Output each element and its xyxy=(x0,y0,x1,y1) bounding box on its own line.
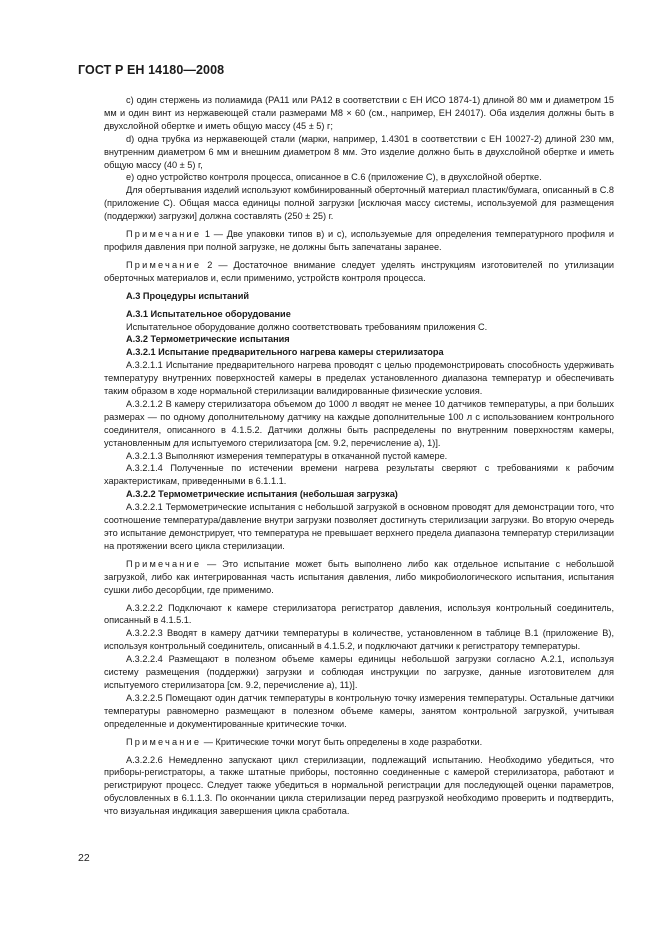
heading-a32: А.3.2 Термометрические испытания xyxy=(126,334,290,345)
paragraph-a3224: А.3.2.2.4 Размещают в полезном объеме камеры единицы небольшой загрузки согласно А.2.1, используя систему размещения (поддержки) загрузки и соблюдая инструкции по загрузке, данные изготовителем для испытуемого стерилизатора [см. 9.2, перечисление а), 11)]. xyxy=(104,654,614,690)
list-item-c: c) один стержень из полиамида (РА11 или РА12 в соответствии с ЕН ИСО 1874-1) длиной 80 мм и диаметром 15 мм и один винт из нержавеющей стали размерами М8 × 60 (см., например, ЕН 24017). Оба изделия должны быть в двухслойной обертке и иметь общую массу (45 ± 5) г; xyxy=(104,95,614,131)
equipment-paragraph: Испытательное оборудование должно соответствовать требованиям приложения С. xyxy=(126,321,488,332)
note-3-text: — Это испытание может быть выполнено либо как отдельное испытание с небольшой загрузкой, либо как интегрированная часть испытания давления, либо микробиологического испытания, испытания сушки либо десорбции, где применимо. xyxy=(104,558,614,595)
note-3 xyxy=(104,558,614,597)
note-2-text: 2 — Достаточное внимание следует уделять инструкциям изготовителей по утилизации оберточных материалов и, если применимо, устройств контроля процесса. xyxy=(104,259,614,283)
page-number: 22 xyxy=(78,852,90,864)
note-4-label: Примечание xyxy=(126,736,202,747)
page-header: ГОСТ Р ЕН 14180—2008 xyxy=(78,63,225,77)
note-4 xyxy=(104,736,614,749)
paragraph-a3221: А.3.2.2.1 Термометрические испытания с небольшой загрузкой в основном проводят для демонстрации того, что соотношение температура/давление внутри загрузки позволяет достигнуть стерилизации загрузки. Во вторую очередь это испытание демонстрирует, что температура не превышает верхнего предела диапазона температур стерилизации на протяжении всего цикла стерилизации. xyxy=(104,502,614,551)
heading-a321: А.3.2.1 Испытание предварительного нагрева камеры стерилизатора xyxy=(126,347,444,358)
paragraph-a3226: А.3.2.2.6 Немедленно запускают цикл стерилизации, подлежащий испытанию. Необходимо убедиться, что приборы-регистраторы, а также штатные приборы, постоянно соединенные с камерой стерилизатора, работают и регистрируют процесс. Следует также убедиться в нормальной регистрации для последующей оценки параметров, обусловленных в 6.1.1.3. По окончании цикла стерилизации перед разгрузкой необходимо проверить и подтвердить, что визуальная индикация завершения цикла сработала. xyxy=(104,754,614,817)
paragraph-a3212: А.3.2.1.2 В камеру стерилизатора объемом до 1000 л вводят не менее 10 датчиков температуры, а при больших размерах — по одному дополнительному датчику на каждые дополнительные 100 л с использованием контрольного соединителя, описанного в 4.1.5.2. Датчики должны быть распределены по внутренним поверхностям камеры, установленным для испытуемого стерилизатора [см. 9.2, перечисление а), 1)]. xyxy=(104,398,614,448)
wrapping-paragraph: Для обертывания изделий используют комбинированный оберточный материал пластик/бумага, описанный в С.8 (приложение С). Общая масса единицы полной загрузки [исключая массу системы, используемой для размещения (поддержки) загрузки] должна составлять (250 ± 25) г. xyxy=(104,185,614,222)
paragraph-a3213: А.3.2.1.3 Выполняют измерения температуры в откачанной пустой камере. xyxy=(126,450,448,461)
note-2 xyxy=(104,259,614,285)
heading-a3: А.3 Процедуры испытаний xyxy=(126,290,249,301)
paragraph-a3225: А.3.2.2.5 Помещают один датчик температуры в контрольную точку измерения температуры. Остальные датчики температуры равномерно размещают в полезном объеме камеры, занятом контрольной загрузкой, учитывая определенные и документированные критические точки. xyxy=(104,692,614,729)
list-item-d: d) одна трубка из нержавеющей стали (марки, например, 1.4301 в соответствии с ЕН 10027-2) длиной 230 мм, внутренним диаметром 6 мм и внешним диаметром 8 мм. Это изделие должно быть в двухслойной обертке и иметь общую массу (40 ± 5) г, xyxy=(104,133,614,170)
list-item-e: е) одно устройство контроля процесса, описанное в С.6 (приложение С), в двухслойной обертке. xyxy=(126,172,542,183)
note-3-label: Примечание xyxy=(126,558,202,569)
note-2-label: Примечание xyxy=(126,259,202,270)
paragraph-a3211: А.3.2.1.1 Испытание предварительного нагрева проводят с целью продемонстрировать способность удерживать температуру внутренних поверхностей камеры в пределах установленного диапазона температур и обеспечивать таким образом в ходе нормальной стерилизации валидированные физические условия. xyxy=(104,360,614,397)
heading-a31: А.3.1 Испытательное оборудование xyxy=(126,308,291,319)
note-1 xyxy=(104,228,614,254)
heading-a322: А.3.2.2 Термометрические испытания (небольшая загрузка) xyxy=(126,489,398,500)
paragraph-a3214: А.3.2.1.4 Полученные по истечении времени нагрева результаты сверяют с требованиями к рабочим характеристикам, приведенными в 6.1.1.1. xyxy=(104,463,614,487)
note-4-text: — Критические точки могут быть определены в ходе разработки. xyxy=(201,736,483,747)
note-1-label: Примечание xyxy=(126,229,202,240)
note-1-text: 1 — Две упаковки типов в) и с), используемые для определения температурного профиля и профиля давления при полной загрузке, не должны быть запечатаны заранее. xyxy=(104,229,614,252)
page-content xyxy=(104,94,614,818)
paragraph-a3223: А.3.2.2.3 Вводят в камеру датчики температуры в количестве, установленном в таблице В.1 (приложение В), используя контрольный соединитель, описанный в 4.1.5.2, и подключают датчики к регистратору температуры. xyxy=(104,628,614,652)
paragraph-a3222: А.3.2.2.2 Подключают к камере стерилизатора регистратор давления, используя контрольный соединитель, описанный в 4.1.5.1. xyxy=(104,602,614,626)
